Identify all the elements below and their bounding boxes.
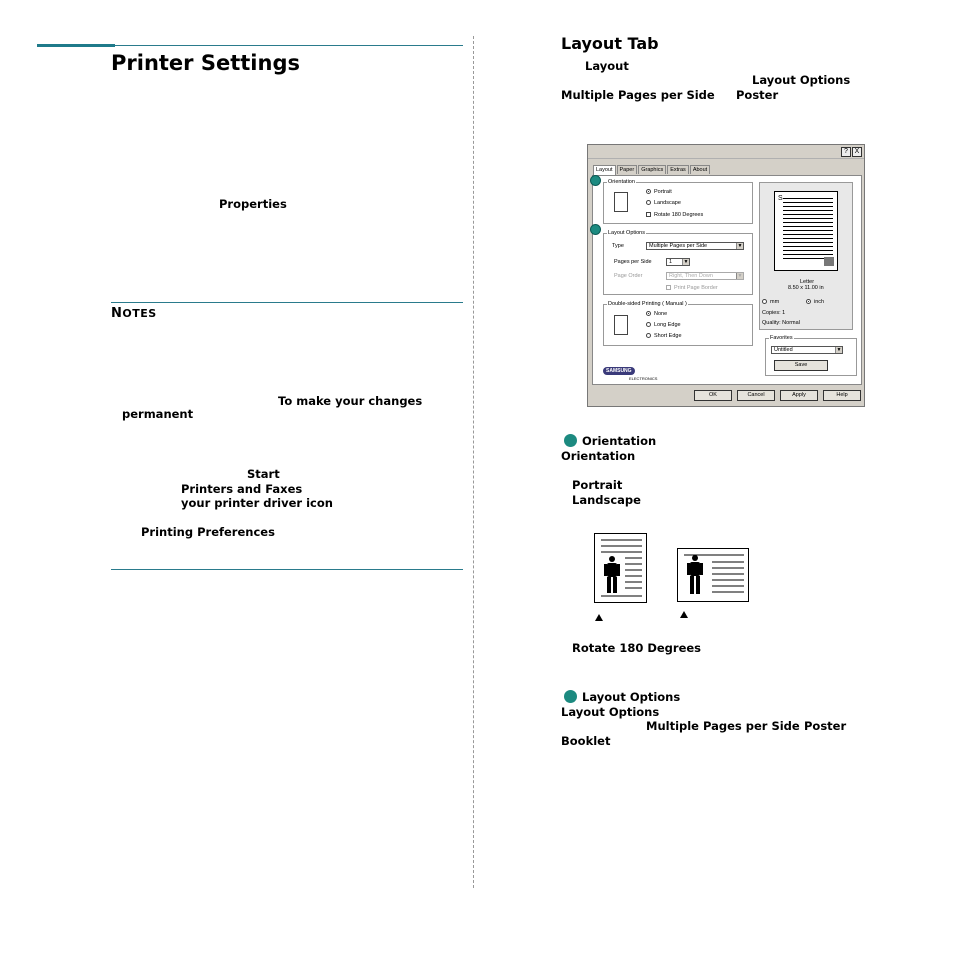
quality-readout: Quality: Normal	[762, 320, 800, 326]
layout-options-group	[603, 230, 753, 295]
none-label: None	[654, 311, 668, 317]
samsung-logo	[603, 367, 635, 375]
dialog-titlebar	[588, 145, 864, 159]
rotate-option[interactable]	[646, 212, 703, 218]
portrait-radio[interactable]	[646, 189, 651, 194]
short-edge-label: Short Edge	[654, 333, 682, 339]
landscape-figure	[677, 548, 749, 602]
notes-bottom-rule	[111, 569, 463, 570]
orientation-term: Orientation	[561, 449, 636, 463]
landscape-option[interactable]	[646, 200, 681, 206]
callout-1-icon	[564, 434, 577, 447]
tab-graphics[interactable]: Graphics	[638, 165, 666, 174]
orientation-page-icon	[614, 192, 628, 212]
portrait-arrow-icon	[595, 614, 603, 621]
ok-button[interactable]: OK	[694, 390, 732, 401]
duplex-group	[603, 301, 753, 346]
pages-per-side-label: Pages per Side	[614, 259, 652, 265]
notes-rest: OTES	[122, 307, 157, 320]
start-term: Start	[247, 467, 280, 481]
print-border-label: Print Page Border	[674, 285, 718, 291]
orientation-group-title: Orientation	[608, 179, 635, 185]
page-order-value: Right, Then Down	[669, 273, 713, 279]
paper-name: Letter	[800, 279, 815, 285]
inch-label: inch	[814, 299, 825, 305]
duplex-group-title: Double-sided Printing ( Manual )	[608, 301, 687, 307]
poster-term: Poster	[736, 88, 779, 102]
tab-about[interactable]: About	[690, 165, 710, 174]
dialog-tabs	[593, 165, 711, 175]
type-value: Multiple Pages per Side	[649, 243, 708, 249]
landscape-figure-art	[678, 549, 750, 603]
printers-faxes-term: Printers and Faxes	[181, 482, 303, 496]
portrait-term: Portrait	[572, 478, 623, 492]
none-option[interactable]	[646, 311, 667, 317]
to-make-changes-term: To make your changes	[278, 394, 423, 408]
orientation-heading	[564, 434, 656, 448]
tab-extras[interactable]: Extras	[667, 165, 689, 174]
brand-sub: ELECTRONICS	[629, 376, 658, 381]
landscape-radio[interactable]	[646, 200, 651, 205]
layout-options-term-2: Layout Options	[561, 705, 660, 719]
preview-letter: S	[778, 195, 783, 202]
print-border-option	[666, 285, 718, 291]
portrait-label: Portrait	[654, 189, 672, 195]
inch-option[interactable]	[806, 299, 824, 305]
portrait-option[interactable]	[646, 189, 672, 195]
preview-image-block	[824, 257, 834, 266]
landscape-label: Landscape	[654, 200, 681, 206]
cancel-button[interactable]: Cancel	[737, 390, 775, 401]
column-divider	[473, 36, 474, 888]
preview-box	[759, 182, 853, 330]
orientation-heading-text: Orientation	[582, 434, 657, 448]
layout-options-heading-text: Layout Options	[582, 690, 681, 704]
multiple-pages-term-2: Multiple Pages per Side	[646, 719, 800, 733]
favorites-select[interactable]	[771, 346, 843, 354]
layout-options-term: Layout Options	[752, 73, 851, 87]
page-order-select	[666, 272, 744, 280]
favorites-group	[765, 335, 857, 376]
portrait-figure-art	[595, 534, 648, 604]
landscape-arrow-icon	[680, 611, 688, 618]
save-button[interactable]: Save	[774, 360, 828, 371]
orientation-group	[603, 179, 753, 224]
help-button[interactable]: Help	[823, 390, 861, 401]
rotate-checkbox[interactable]	[646, 212, 651, 217]
tab-layout[interactable]: Layout	[593, 165, 616, 175]
permanent-term: permanent	[122, 407, 194, 421]
mm-radio[interactable]	[762, 299, 767, 304]
rotate-label: Rotate 180 Degrees	[654, 212, 704, 218]
apply-button[interactable]: Apply	[780, 390, 818, 401]
callout-2-icon	[564, 690, 577, 703]
type-select[interactable]	[646, 242, 744, 250]
layout-options-group-title: Layout Options	[608, 230, 645, 236]
short-edge-radio[interactable]	[646, 333, 651, 338]
close-title-button[interactable]: X	[852, 147, 862, 157]
pages-per-side-value: 1	[669, 259, 673, 265]
poster-term-2: Poster	[804, 719, 847, 733]
section-title: Layout Tab	[561, 34, 659, 53]
layout-panel	[592, 175, 862, 385]
portrait-figure	[594, 533, 647, 603]
printing-preferences-term: Printing Preferences	[141, 525, 275, 539]
callout-1-badge	[590, 175, 601, 186]
inch-radio[interactable]	[806, 299, 811, 304]
short-edge-option[interactable]	[646, 333, 682, 339]
driver-icon-term: your printer driver icon	[181, 496, 333, 510]
paper-size: 8.50 x 11.00 in	[788, 285, 824, 291]
long-edge-option[interactable]	[646, 322, 681, 328]
copies-readout: Copies: 1	[762, 310, 786, 316]
multiple-pages-term: Multiple Pages per Side	[561, 88, 715, 102]
preview-page	[774, 191, 838, 271]
duplex-page-icon	[614, 315, 628, 335]
layout-options-heading	[564, 690, 680, 704]
chevron-down-icon: ▼	[737, 243, 743, 249]
callout-2-badge	[590, 224, 601, 235]
title-rule	[115, 45, 463, 46]
layout-term: Layout	[585, 59, 629, 73]
mm-option[interactable]	[762, 299, 779, 305]
favorites-value: Untitled	[774, 347, 793, 353]
brand-name: SAMSUNG	[606, 368, 632, 374]
none-radio[interactable]	[646, 311, 651, 316]
print-border-checkbox	[666, 285, 671, 290]
notes-heading	[111, 306, 157, 321]
printing-preferences-dialog	[587, 144, 865, 407]
mm-label: mm	[770, 299, 780, 305]
tab-paper[interactable]: Paper	[617, 165, 638, 174]
notes-cap: N	[111, 306, 123, 321]
properties-term: Properties	[219, 197, 287, 211]
chevron-down-icon: ▼	[836, 347, 842, 353]
type-label: Type	[612, 243, 624, 249]
pages-per-side-select[interactable]	[666, 258, 690, 266]
page-order-label: Page Order	[614, 273, 643, 279]
page-title: Printer Settings	[111, 51, 300, 75]
landscape-term: Landscape	[572, 493, 641, 507]
chevron-down-icon: ▼	[737, 273, 743, 279]
long-edge-label: Long Edge	[654, 322, 681, 328]
rotate-term: Rotate 180 Degrees	[572, 641, 702, 655]
booklet-term: Booklet	[561, 734, 611, 748]
long-edge-radio[interactable]	[646, 322, 651, 327]
chevron-down-icon: ▼	[683, 259, 689, 265]
notes-rule	[111, 302, 463, 303]
help-title-button[interactable]: ?	[841, 147, 851, 157]
favorites-group-title: Favorites	[770, 335, 793, 341]
preview-lines	[783, 198, 833, 262]
title-accent-bar	[37, 44, 115, 47]
